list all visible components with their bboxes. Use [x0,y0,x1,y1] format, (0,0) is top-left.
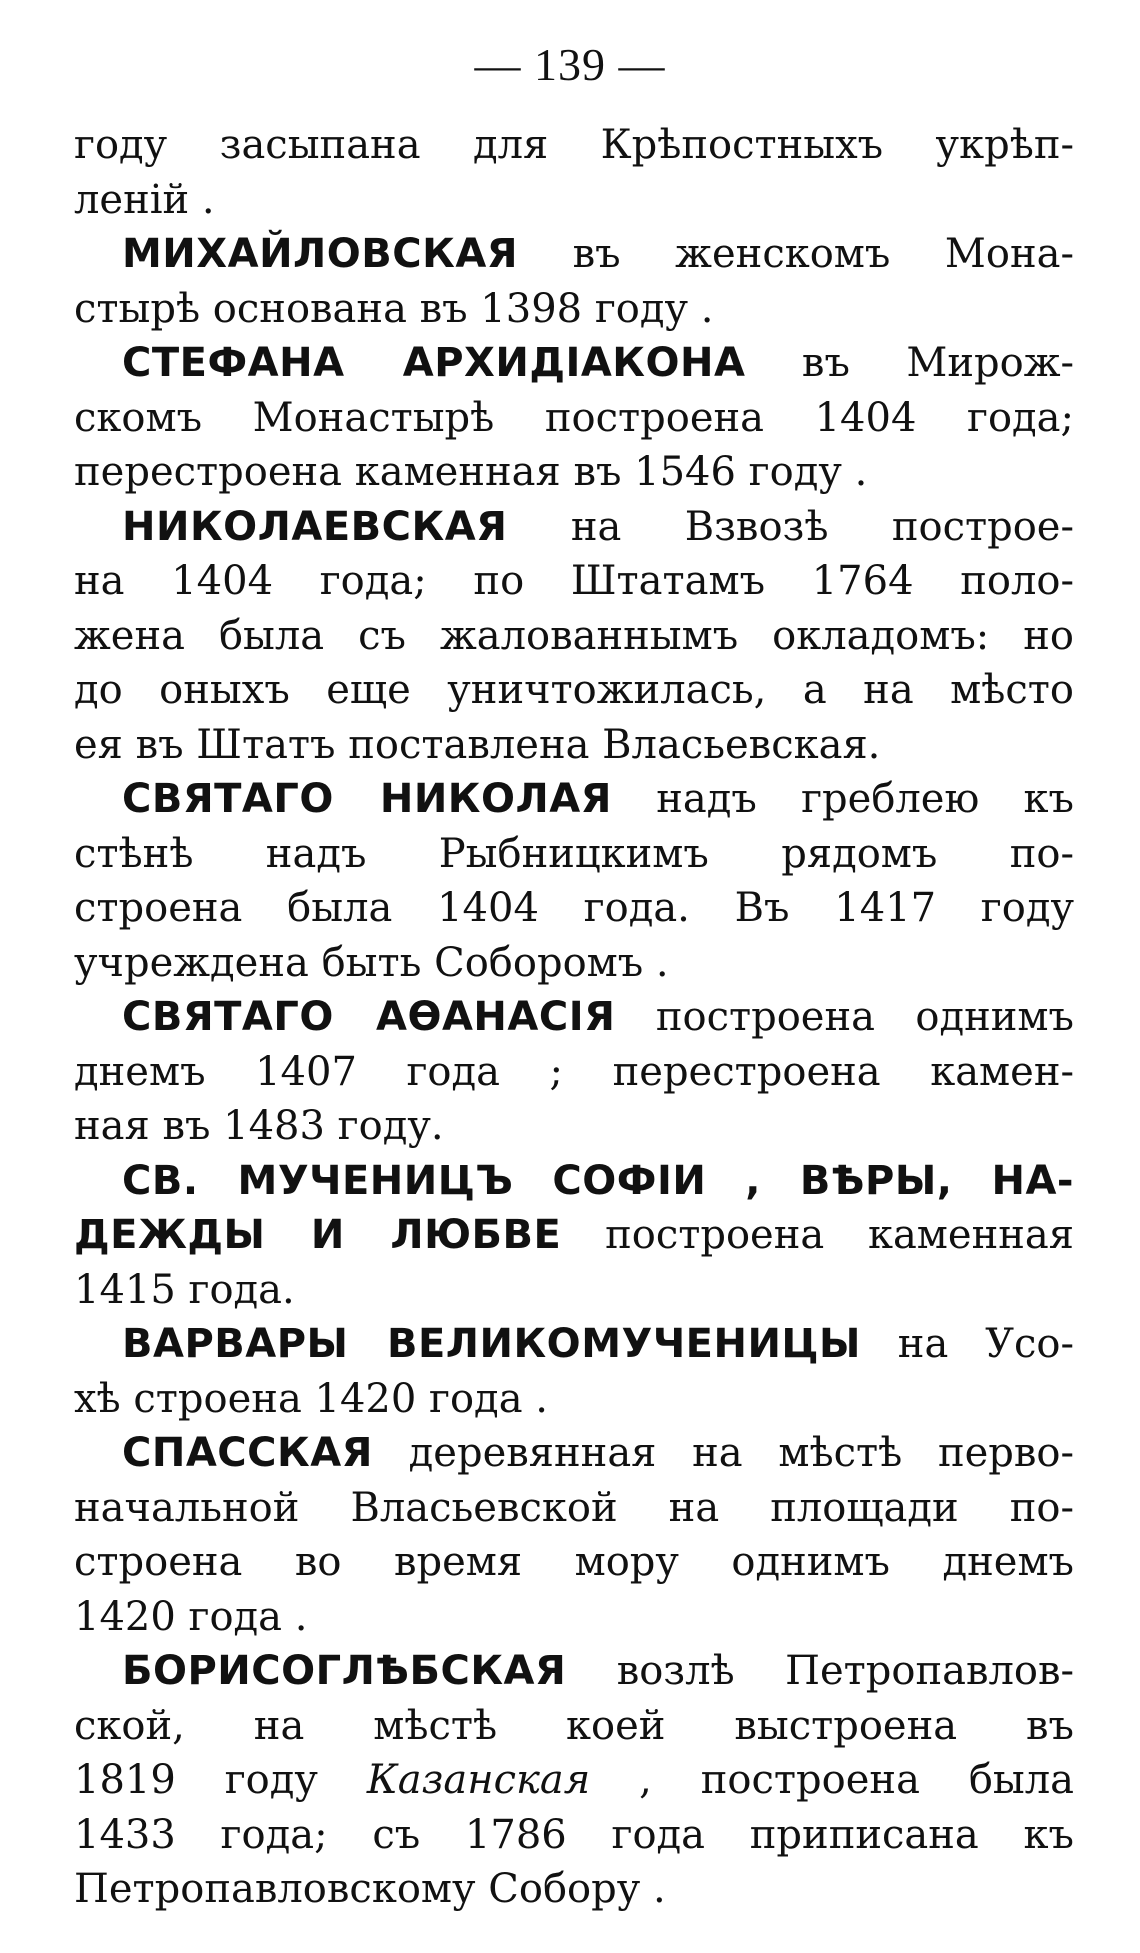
text-line: Петропавловскому Собору . [74,1866,666,1912]
entry-heading: СВЯТАГО НИКОЛАЯ [122,776,612,822]
page-text [74,118,1074,1917]
text-line: 1420 года . [74,1593,308,1640]
text-line: ея въ Штатъ поставлена Власьевская. [74,721,881,768]
entry-heading: БОРИСОГЛѢБСКАЯ [122,1648,567,1694]
text-line [74,1753,1074,1808]
text-line: строена была 1404 года. Въ 1417 году [74,885,1074,931]
entry-text: въ Мирож- [745,340,1074,386]
entry-heading: СВ. МУЧЕНИЦЪ СОФІИ , ВѢРЫ, НА- [122,1157,1074,1204]
entry-heading: СВЯТАГО АѲАНАСІЯ [122,994,616,1040]
text-line: перестроена каменная въ 1546 году . [74,449,868,495]
text-line: скомъ Монастырѣ построена 1404 года; [74,394,1074,441]
entry-heading: ВАРВАРЫ ВЕЛИКОМУЧЕНИЦЫ [122,1321,861,1367]
text-line: на 1404 года; по Штатамъ 1764 поло- [74,558,1074,604]
text-line: днемъ 1407 года ; перестроена камен- [74,1048,1074,1095]
italic-term: Казанская [366,1757,591,1803]
text-line: жена была съ жалованнымъ окладомъ: но [74,612,1074,659]
text-line: стырѣ основана въ 1398 году . [74,285,714,332]
entry-svyatago-nikolaya [74,772,1074,827]
entry-text: построена однимъ [615,994,1074,1040]
entry-sofii-cont [74,1208,1074,1263]
entry-afanasiya [74,990,1074,1045]
text-line: хѣ строена 1420 года . [74,1375,548,1422]
text-line: до оныхъ еще уничтожилась, а на мѣсто [74,667,1074,713]
entry-heading: СТЕФАНА АРХИДІАКОНА [122,340,746,386]
entry-text: въ женскомъ Мона- [518,231,1074,277]
entry-heading: НИКОЛАЕВСКАЯ [122,503,508,550]
entry-heading: МИХАЙЛОВСКАЯ [122,231,519,277]
text-line: ской, на мѣстѣ коей выстроена въ [74,1702,1074,1749]
entry-text: построена каменная [561,1212,1074,1258]
text-line: 1415 года. [74,1266,295,1313]
entry-varvary [74,1317,1074,1372]
text-line: ная въ 1483 году. [74,1103,444,1149]
entry-borisoglebskaya [74,1644,1074,1699]
text-line: 1433 года; съ 1786 года приписана къ [74,1811,1074,1858]
text-line: учреждена быть Соборомъ . [74,939,669,986]
entry-text: надъ греблею къ [611,776,1074,822]
entry-spasskaya [74,1426,1074,1481]
entry-heading: ДЕЖДЫ И ЛЮБВЕ [74,1212,562,1258]
text-span: 1819 году [74,1757,367,1803]
entry-text: возлѣ Петропавлов- [566,1648,1074,1694]
entry-text: на Усо- [861,1321,1074,1367]
entry-text: на Взвозѣ построе- [507,503,1074,550]
entry-nikolaevskaya [74,500,1074,555]
text-line: строена во время мору однимъ днемъ [74,1539,1074,1585]
text-span: , построена была [590,1757,1074,1803]
entry-sofii [74,1154,1074,1209]
text-line: начальной Власьевской на площади по- [74,1484,1074,1531]
entry-heading: СПАССКАЯ [122,1430,373,1476]
entry-text: деревянная на мѣстѣ перво- [372,1430,1074,1476]
text-line: леній . [74,176,215,223]
entry-mikhailovskaya [74,227,1074,282]
text-line: году засыпана для Крѣпостныхъ укрѣп- [74,122,1074,168]
entry-stefana [74,336,1074,391]
text-line: стѣнѣ надъ Рыбницкимъ рядомъ по- [74,830,1074,877]
page-number: — 139 — [474,39,666,90]
